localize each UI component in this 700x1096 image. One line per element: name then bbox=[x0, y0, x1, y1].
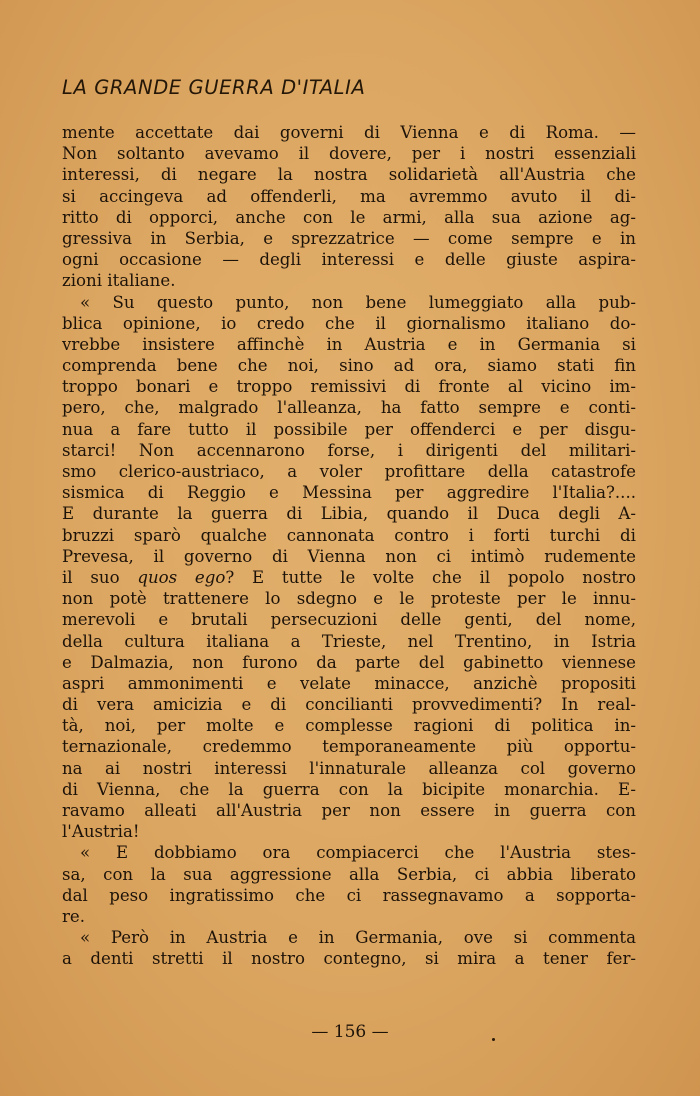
text-line: tà, noi, per molte e complesse ragioni di politica in- bbox=[62, 716, 636, 736]
text-line: ogni occasione — degli interessi e delle giuste aspira- bbox=[62, 250, 636, 270]
text-line: a denti stretti il nostro contegno, si mira a tener fer- bbox=[62, 949, 636, 969]
text-line: ritto di opporci, anche con le armi, alla sua azione ag- bbox=[62, 207, 636, 227]
text-line: ternazionale, credemmo temporaneamente più opportu- bbox=[62, 737, 636, 757]
text-line: della cultura italiana a Trieste, nel Trentino, in Istria bbox=[62, 631, 636, 651]
text-line: ravamo alleati all'Austria per non essere in guerra con bbox=[62, 801, 636, 820]
text-line: aspri ammonimenti e velate minacce, anzichè propositi bbox=[62, 673, 636, 693]
text-line: E durante la guerra di Libia, quando il Duca degli A- bbox=[62, 504, 636, 524]
text-line: interessi, di negare la nostra solidarietà all'Austria che bbox=[62, 165, 636, 185]
text-line: si accingeva ad offenderli, ma avremmo avuto il di- bbox=[62, 186, 636, 206]
text-line: na ai nostri interessi l'innaturale alleanza col governo bbox=[62, 758, 636, 778]
text-line: Prevesa, il governo di Vienna non ci intimò rudemente bbox=[62, 546, 636, 566]
text-line: Non soltanto avevamo il dovere, per i nostri essenziali bbox=[62, 144, 636, 164]
text-line: di vera amicizia e di concilianti provvedimenti? In real- bbox=[62, 695, 636, 715]
text-line: re. bbox=[62, 906, 86, 926]
text-line: sismica di Reggio e Messina per aggredire l'Italia?.... bbox=[62, 483, 636, 503]
text-line: blica opinione, io credo che il giornalismo italiano do- bbox=[62, 313, 636, 333]
text-line: pero, che, malgrado l'alleanza, ha fatto sempre e conti- bbox=[62, 398, 636, 418]
text-line: il suo quos ego? E tutte le volte che il popolo nostro bbox=[62, 567, 636, 587]
text-line: e Dalmazia, non furono da parte del gabinetto viennese bbox=[62, 652, 636, 672]
text-line: starci! Non accennarono forse, i dirigenti del militari- bbox=[62, 440, 636, 460]
text-line: nua a fare tutto il possibile per offenderci e per disgu- bbox=[62, 419, 636, 439]
paper-speck bbox=[492, 1038, 495, 1041]
text-line: zioni italiane. bbox=[62, 271, 176, 291]
text-line: di Vienna, che la guerra con la bicipite monarchia. E- bbox=[62, 779, 636, 799]
text-line: gressiva in Serbia, e sprezzatrice — come sempre e in bbox=[62, 228, 636, 248]
text-line: troppo bonari e troppo remissivi di fronte al vicino im- bbox=[62, 377, 636, 397]
text-line: l'Austria! bbox=[62, 822, 140, 842]
text-line: mente accettate dai governi di Vienna e di Roma. — bbox=[62, 123, 636, 142]
running-head: LA GRANDE GUERRA D'ITALIA bbox=[62, 76, 366, 99]
text-line: « E dobbiamo ora compiacerci che l'Austria stes- bbox=[80, 843, 636, 863]
text-line: dal peso ingratissimo che ci rassegnavamo a sopporta- bbox=[62, 885, 636, 905]
body-text bbox=[62, 122, 636, 970]
text-line: « Però in Austria e in Germania, ove si commenta bbox=[80, 928, 636, 948]
text-line: « Su questo punto, non bene lumeggiato alla pub- bbox=[80, 292, 636, 312]
text-line: non potè trattenere lo sdegno e le proteste per le innu- bbox=[62, 589, 636, 609]
text-line: vrebbe insistere affinchè in Austria e in Germania si bbox=[62, 334, 636, 354]
text-line: merevoli e brutali persecuzioni delle genti, del nome, bbox=[62, 610, 636, 630]
page-number: — 156 — bbox=[311, 1022, 389, 1042]
text-line: comprenda bene che noi, sino ad ora, siamo stati fin bbox=[62, 356, 636, 376]
text-line: smo clerico-austriaco, a voler profittare della catastrofe bbox=[62, 462, 636, 481]
text-line: bruzzi sparò qualche cannonata contro i forti turchi di bbox=[62, 525, 636, 545]
text-line: sa, con la sua aggressione alla Serbia, ci abbia liberato bbox=[62, 864, 636, 884]
